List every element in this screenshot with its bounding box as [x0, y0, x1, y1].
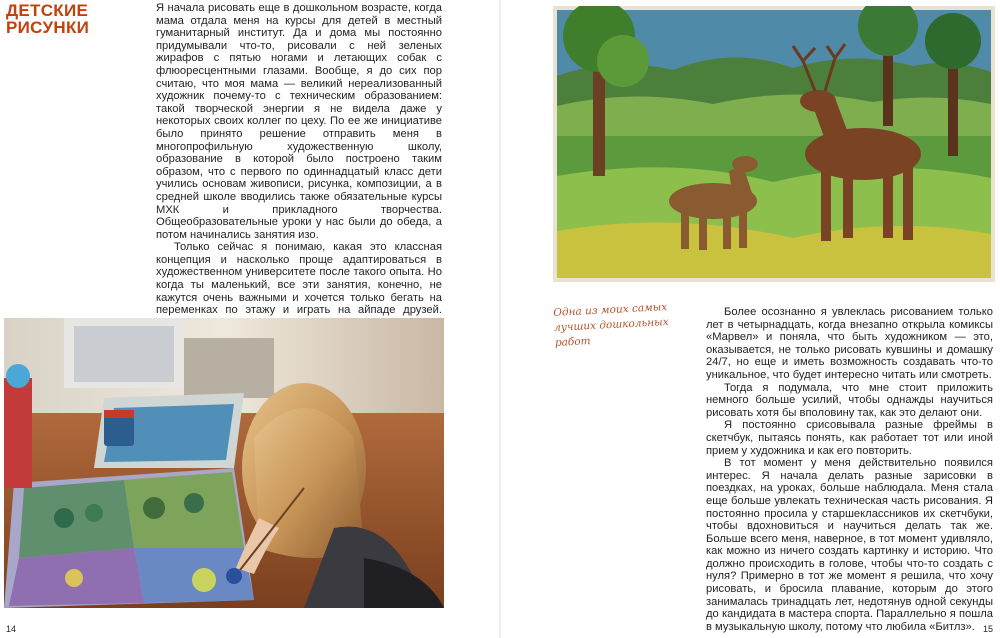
painting-deer-forest-image [553, 6, 995, 282]
photo-child-painting-image [4, 318, 444, 608]
left-paragraph-2: Только сейчас я понимаю, какая это классная концепция и насколько проще адаптироваться в художественном университете после такого опыта. Но когда ты маленький, все эти занятия, конечно, не кажутся очень важными и хочется только бегать на переменках по этажу и играть на айпаде друзей. [156, 241, 442, 317]
caption-line-1: Одна из моих самых [553, 301, 668, 319]
caption-line-2: лучших дошкольных [553, 315, 669, 334]
left-body-text [156, 2, 442, 329]
title-line-1: ДЕТСКИЕ [6, 1, 89, 20]
caption-line-3: работ [554, 335, 591, 349]
right-paragraph-3: Я постоянно срисовывала разные фреймы в скетчбук, пытаясь понять, как работает тот или иной прием у художника и как его повторить. [706, 419, 993, 457]
title-line-2: РИСУНКИ [6, 18, 90, 37]
painting-deer-forest [553, 6, 995, 282]
page-number-right: 15 [983, 624, 994, 634]
right-body-text [706, 306, 993, 633]
page-number-left: 14 [6, 624, 17, 634]
right-paragraph-1: Более осознанно я увлеклась рисованием только лет в четырнадцать, когда внезапно открыла комиксы «Марвел» и поняла, что быть художником — это, оказывается, не только рисовать кувшины и домашку 24/7, но еще и иметь возможность создавать что-то уникальное, что будет интересно читать или смотреть. [706, 306, 993, 381]
right-paragraph-4: В тот момент у меня действительно появился интерес. Я начала делать разные зарисовки в поездках, на уроках, больше наблюдала. Меня стала еще больше увлекать техническая часть рисования. Я постоянно просила у старшеклассников их скетчбуки, чтобы вдохновиться и научиться делать так же. Больше всего меня, наверное, в тот момент удивляло, как можно из ничего создать картинку и историю. Что должно происходить в голове, чтобы что-то создать с нуля? Примерно в тот же момент я решила, что хочу рисовать, и бросила плавание, которым до этого занималась тринадцать лет, недотянув одной секунды до кандидата в мастера спорта. Параллельно я пошла в музыкальную школу, потому что любила «Битлз». [706, 457, 993, 633]
right-paragraph-2: Тогда я подумала, что мне стоит приложить немного больше усилий, чтобы однажды научиться рисовать хотя бы вполовину так, как это делают они. [706, 381, 993, 419]
section-title [6, 2, 89, 36]
photo-child-painting [4, 318, 444, 608]
left-paragraph-1: Я начала рисовать еще в дошкольном возрасте, когда мама отдала меня на курсы для детей в местный гуманитарный институт. Да и дома мы постоянно придумывали что-то, рисовали с ней зеленых жирафов с пятью ногами и летающих собак с флюоресцентными глазами. Вообще, я до сих пор считаю, что моя мама — великий нереализованный художник почему-то с техническим образованием: такой творческой энергии я не видела даже у некоторых своих коллег по цеху. По ее же инициативе было принято решение отправить меня в многопрофильную художественную школу, образование в которой было построено таким образом, что с первого по одиннадцатый класс дети учились основам живописи, рисунка, композиции, а в средней школе вводились также обязательные курсы МХК и прикладного творчества. Общеобразовательные уроки у нас были до обеда, а потом начинались занятия изо. [156, 2, 442, 241]
book-gutter [499, 0, 501, 638]
photo-caption [553, 299, 695, 351]
